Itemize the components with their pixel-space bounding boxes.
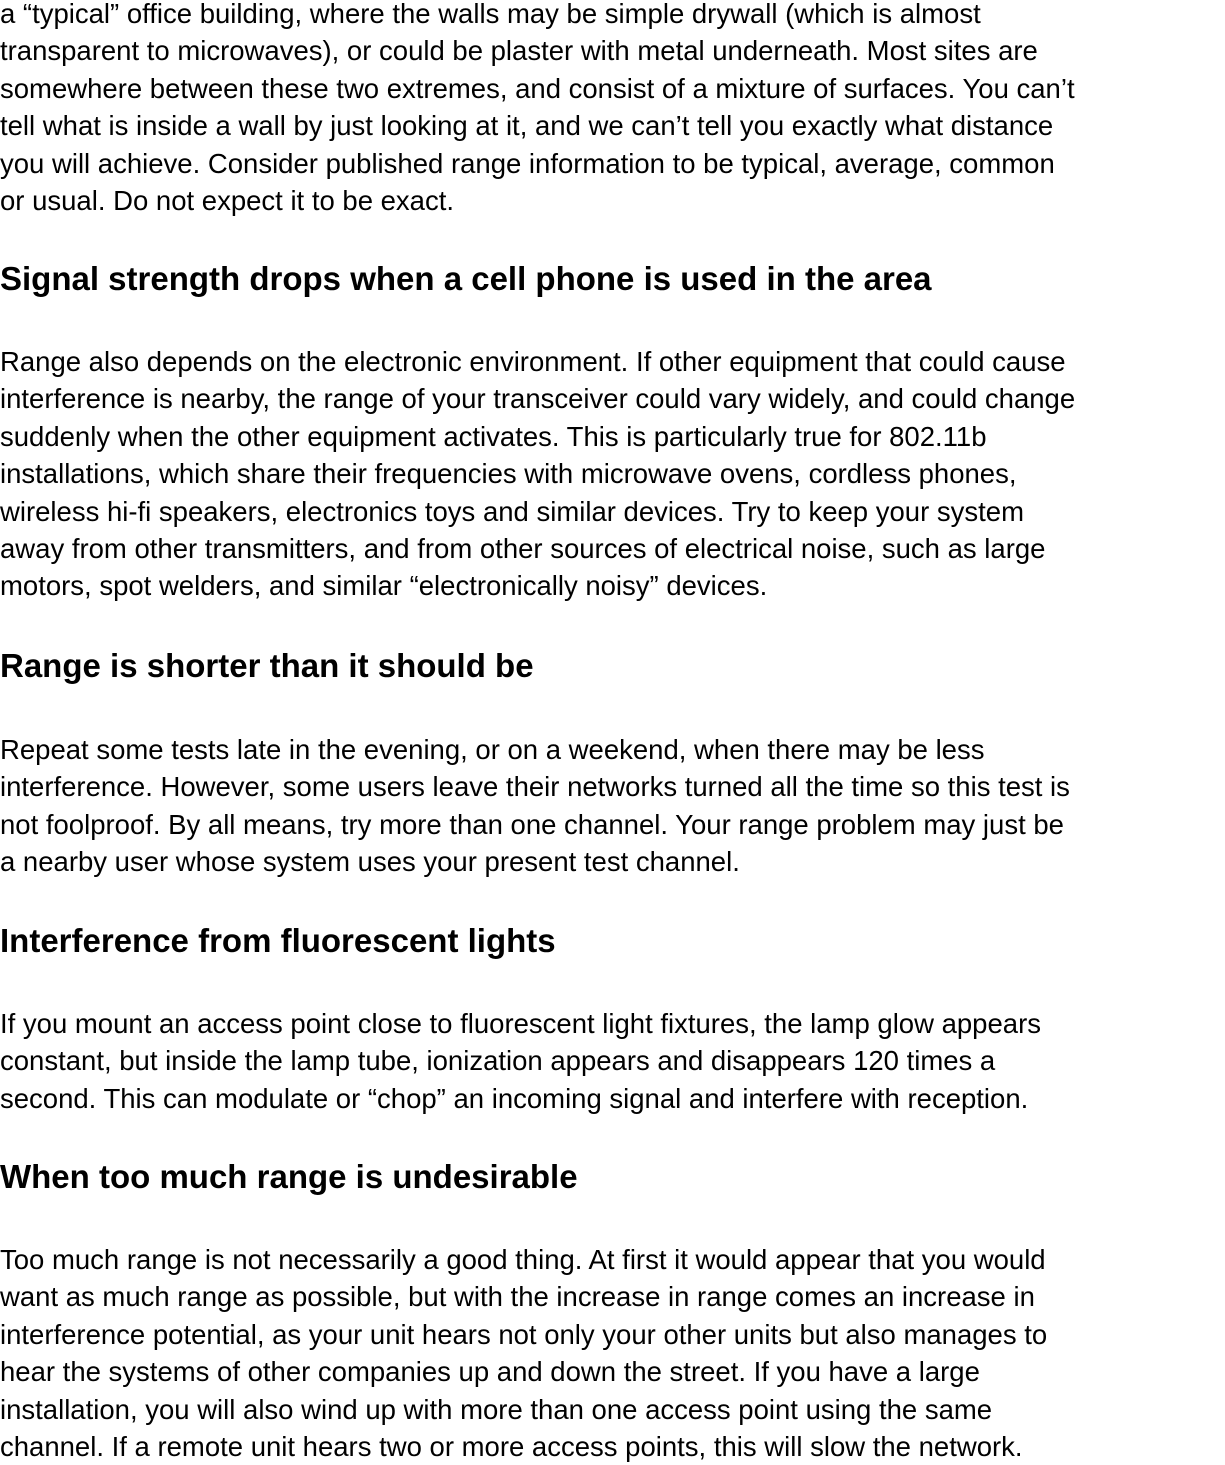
paragraph-line: hear the systems of other companies up and down the street. If you have a large — [0, 1356, 980, 1388]
paragraph-line: installation, you will also wind up with more than one access point using the same — [0, 1393, 993, 1425]
paragraph-line: you will achieve. Consider published range information to be typical, average, common — [0, 147, 1055, 179]
paragraph-line: somewhere between these two extremes, and consist of a mixture of surfaces. You can’t — [0, 72, 1075, 104]
paragraph-line: tell what is inside a wall by just looking at it, and we can’t tell you exactly what distance — [0, 110, 1054, 142]
paragraph-line: second. This can modulate or “chop” an incoming signal and interfere with reception. — [0, 1082, 1029, 1114]
paragraph-line: interference is nearby, the range of your transceiver could vary widely, and could change — [0, 383, 1076, 415]
section-heading-cell-phone: Signal strength drops when a cell phone is used in the area — [0, 260, 932, 297]
paragraph-line: installations, which share their frequencies with microwave ovens, cordless phones, — [0, 458, 1017, 490]
paragraph-line: interference potential, as your unit hears not only your other units but also manages to — [0, 1318, 1048, 1350]
paragraph-line: a nearby user whose system uses your present test channel. — [0, 846, 740, 878]
paragraph-line: channel. If a remote unit hears two or more access points, this will slow the network. — [0, 1431, 1023, 1463]
section-paragraph-cell-phone — [0, 343, 1075, 605]
paragraph-line: a “typical” office building, where the walls may be simple drywall (which is almost — [0, 0, 981, 29]
section-heading-fluorescent: Interference from fluorescent lights — [0, 922, 556, 959]
paragraph-line: Range also depends on the electronic environment. If other equipment that could cause — [0, 346, 1066, 377]
section-paragraph-range-shorter — [0, 731, 1070, 881]
section-paragraph-fluorescent — [0, 1005, 1041, 1117]
paragraph-line: want as much range as possible, but with the increase in range comes an increase in — [0, 1281, 1035, 1313]
paragraph-line: Too much range is not necessarily a good thing. At first it would appear that you would — [0, 1244, 1046, 1275]
paragraph-line: motors, spot welders, and similar “electronically noisy” devices. — [0, 570, 768, 602]
paragraph-line: not foolproof. By all means, try more than one channel. Your range problem may just be — [0, 808, 1064, 840]
intro-paragraph — [0, 0, 1075, 219]
paragraph-line: suddenly when the other equipment activates. This is particularly true for 802.11b — [0, 420, 987, 452]
paragraph-line: constant, but inside the lamp tube, ionization appears and disappears 120 times a — [0, 1045, 996, 1077]
section-paragraph-too-much-range — [0, 1241, 1047, 1465]
section-heading-too-much-range: When too much range is undesirable — [0, 1158, 578, 1195]
paragraph-line: wireless hi-fi speakers, electronics toys and similar devices. Try to keep your system — [0, 495, 1024, 527]
paragraph-line: If you mount an access point close to fluorescent light fixtures, the lamp glow appears — [0, 1008, 1041, 1039]
paragraph-line: or usual. Do not expect it to be exact. — [0, 185, 455, 217]
section-heading-range-shorter: Range is shorter than it should be — [0, 647, 534, 684]
paragraph-line: transparent to microwaves), or could be plaster with metal underneath. Most sites are — [0, 35, 1038, 67]
paragraph-line: away from other transmitters, and from other sources of electrical noise, such as large — [0, 533, 1046, 565]
paragraph-line: interference. However, some users leave their networks turned all the time so this test is — [0, 771, 1070, 803]
paragraph-line: Repeat some tests late in the evening, or on a weekend, when there may be less — [0, 734, 985, 765]
